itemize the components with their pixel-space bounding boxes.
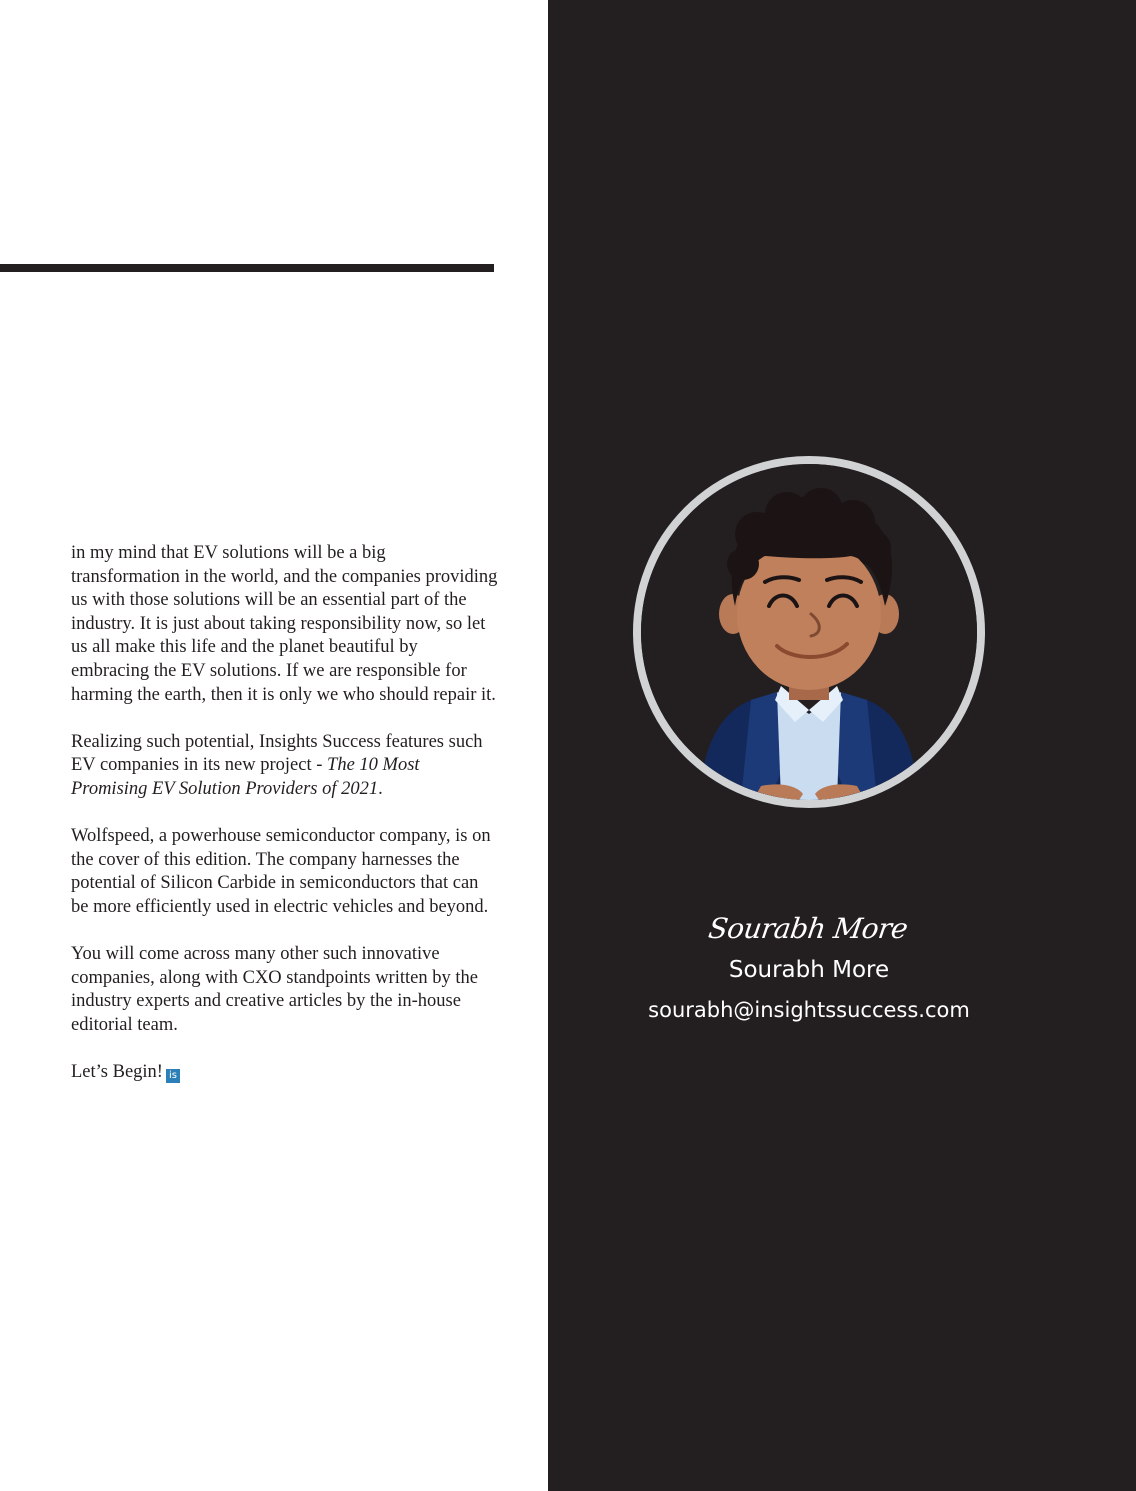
paragraph — [71, 731, 499, 802]
paragraph: in my mind that EV solutions will be a big transformation in the world, and the companies providing us with those solutions will be an essential part of the industry. It is just about taking responsibility now, so let us all make this life and the planet beautiful by embracing the EV solutions. If we are responsible for harming the earth, then it is only we who should repair it. — [71, 543, 498, 705]
end-mark-logo-icon: is — [166, 1069, 180, 1083]
paragraph: Wolfspeed, a powerhouse semiconductor company, is on the cover of this edition. The company harnesses the potential of Silicon Carbide in semiconductors that can be more efficiently used in electric vehicles and beyond. — [71, 826, 491, 917]
paragraph-text: . — [378, 778, 383, 799]
closing-line — [71, 1061, 499, 1085]
paragraph: You will come across many other such innovative companies, along with CXO standpoints written by the industry experts and creative articles by the in-house editorial team. — [71, 944, 478, 1035]
editorial-body — [71, 542, 499, 1108]
article-column — [0, 0, 548, 1491]
header-rule — [0, 264, 494, 272]
project-title: The 10 Most Promising EV Solution Providers of 2021 — [71, 755, 420, 799]
closing-text: Let’s Begin! — [71, 1062, 163, 1083]
paragraph-text: Realizing such potential, Insights Success features such EV companies in its new project - — [71, 731, 483, 776]
cartoon-portrait-icon — [641, 464, 977, 800]
author-signature: Sourabh More — [706, 912, 910, 945]
author-avatar — [633, 456, 985, 808]
author-email-link[interactable]: sourabh@insightssuccess.com — [648, 998, 970, 1022]
author-panel — [548, 0, 1136, 1491]
author-name: Sourabh More — [728, 957, 890, 983]
